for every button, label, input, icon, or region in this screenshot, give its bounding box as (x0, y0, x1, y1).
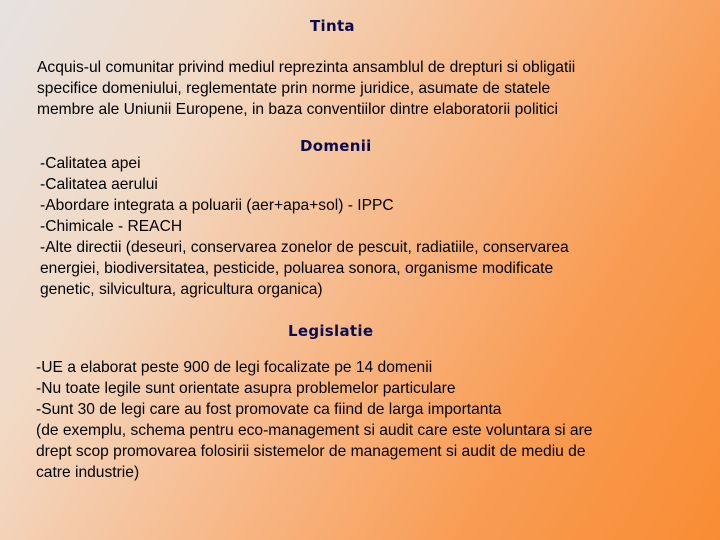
legislatie-list (36, 357, 592, 483)
tinta-paragraph (37, 57, 575, 120)
domenii-heading: Domenii (300, 137, 372, 155)
list-item: energiei, biodiversitatea, pesticide, poluarea sonora, organisme modificate (40, 260, 554, 277)
list-item: -Nu toate legile sunt orientate asupra problemelor particulare (36, 380, 456, 397)
list-item: -UE a elaborat peste 900 de legi focalizate pe 14 domenii (36, 359, 433, 376)
list-item: -Alte directii (deseuri, conservarea zonelor de pescuit, radiatiile, conservarea (40, 239, 569, 256)
legislatie-heading: Legislatie (288, 322, 374, 340)
list-item: drept scop promovarea folosirii sistemelor de management si audit de mediu de (36, 443, 586, 460)
tinta-line: membre ale Uniunii Europene, in baza conventiilor dintre elaboratorii politici (37, 101, 558, 118)
tinta-line: specifice domeniului, reglementate prin norme juridice, asumate de statele (37, 80, 551, 97)
domenii-list (40, 153, 569, 300)
list-item: -Calitatea aerului (40, 176, 158, 193)
list-item: (de exemplu, schema pentru eco-management si audit care este voluntara si are (36, 422, 593, 439)
list-item: -Calitatea apei (40, 155, 141, 172)
list-item: -Sunt 30 de legi care au fost promovate ca fiind de larga importanta (36, 401, 502, 418)
list-item: -Chimicale - REACH (40, 218, 183, 235)
list-item: -Abordare integrata a poluarii (aer+apa+sol) - IPPC (40, 197, 394, 214)
tinta-heading: Tinta (310, 17, 355, 35)
list-item: catre industrie) (36, 464, 140, 481)
list-item: genetic, silvicultura, agricultura organica) (40, 281, 323, 298)
tinta-line: Acquis-ul comunitar privind mediul reprezinta ansamblul de drepturi si obligatii (37, 59, 576, 76)
